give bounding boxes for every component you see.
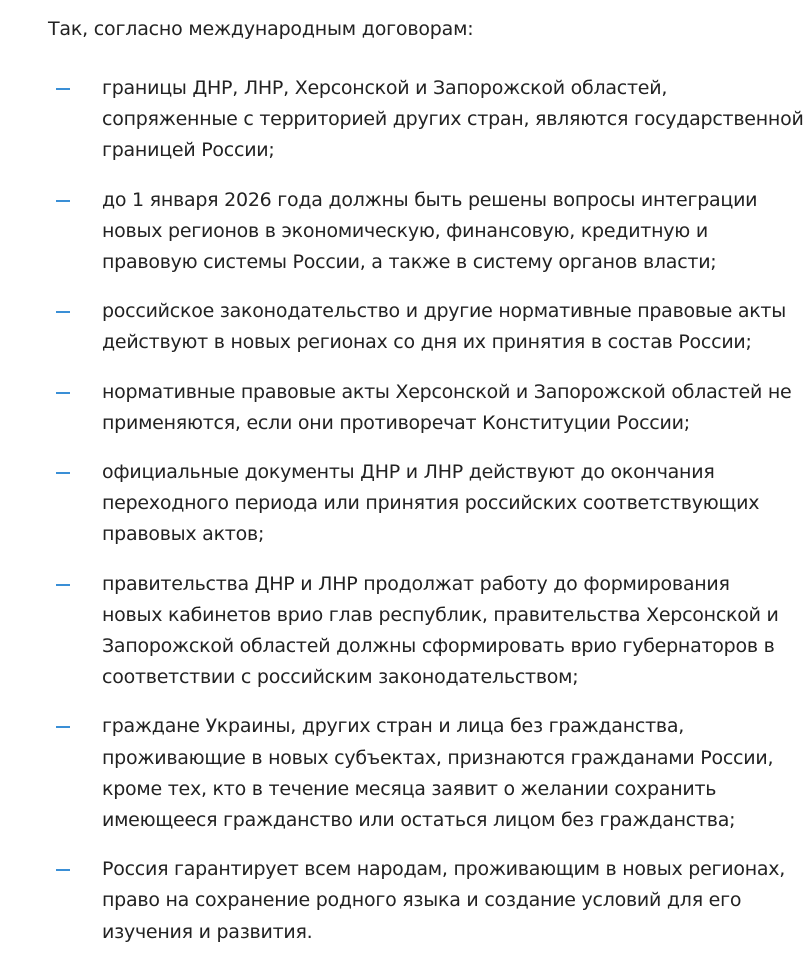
list-item [0, 296, 810, 358]
dash-bullet-icon [56, 584, 70, 586]
dash-bullet-icon [56, 392, 70, 394]
list-item [0, 711, 810, 836]
list-item [0, 185, 810, 279]
list-item-text: границы ДНР, ЛНР, Херсонской и Запорожской областей, сопряженные с территорией других стран, являются государственной границей России; [102, 77, 804, 162]
list-item-text: российское законодательство и другие нормативные правовые акты действуют в новых регионах со дня их принятия в состав России; [102, 300, 787, 354]
dash-bullet-icon [56, 869, 70, 871]
intro-paragraph: Так, согласно международным договорам: [48, 18, 474, 40]
list-item-text: граждане Украины, других стран и лица без гражданства, проживающие в новых субъектах, признаются гражданами России, кроме тех, кто в течение месяца заявит о желании сохранить имеющееся гражданство или остаться лицом без гражданства; [102, 715, 774, 832]
list-item-text: официальные документы ДНР и ЛНР действуют до окончания переходного периода или принятия российских соответствующих правовых актов; [102, 461, 760, 546]
dash-bullet-icon [56, 726, 70, 728]
dash-bullet-icon [56, 88, 70, 90]
list-item-text: правительства ДНР и ЛНР продолжат работу до формирования новых кабинетов врио глав республик, правительства Херсонской и Запорожской областей должны сформировать врио губернаторов в соответствии с российским законодательством; [102, 572, 779, 689]
list-item [0, 569, 810, 694]
list-item-text: нормативные правовые акты Херсонской и Запорожской областей не применяются, если они противоречат Конституции России; [102, 380, 792, 434]
list-item [0, 73, 810, 167]
list-item [0, 377, 810, 439]
dash-bullet-icon [56, 472, 70, 474]
provisions-list [0, 73, 810, 966]
list-item-text: Россия гарантирует всем народам, проживающим в новых регионах, право на сохранение родного языка и создание условий для его изучения и развития. [102, 858, 786, 943]
dash-bullet-icon [56, 200, 70, 202]
list-item [0, 457, 810, 551]
dash-bullet-icon [56, 311, 70, 313]
list-item-text: до 1 января 2026 года должны быть решены вопросы интеграции новых регионов в экономическую, финансовую, кредитную и правовую системы России, а также в систему органов власти; [102, 188, 758, 274]
list-item [0, 854, 810, 948]
